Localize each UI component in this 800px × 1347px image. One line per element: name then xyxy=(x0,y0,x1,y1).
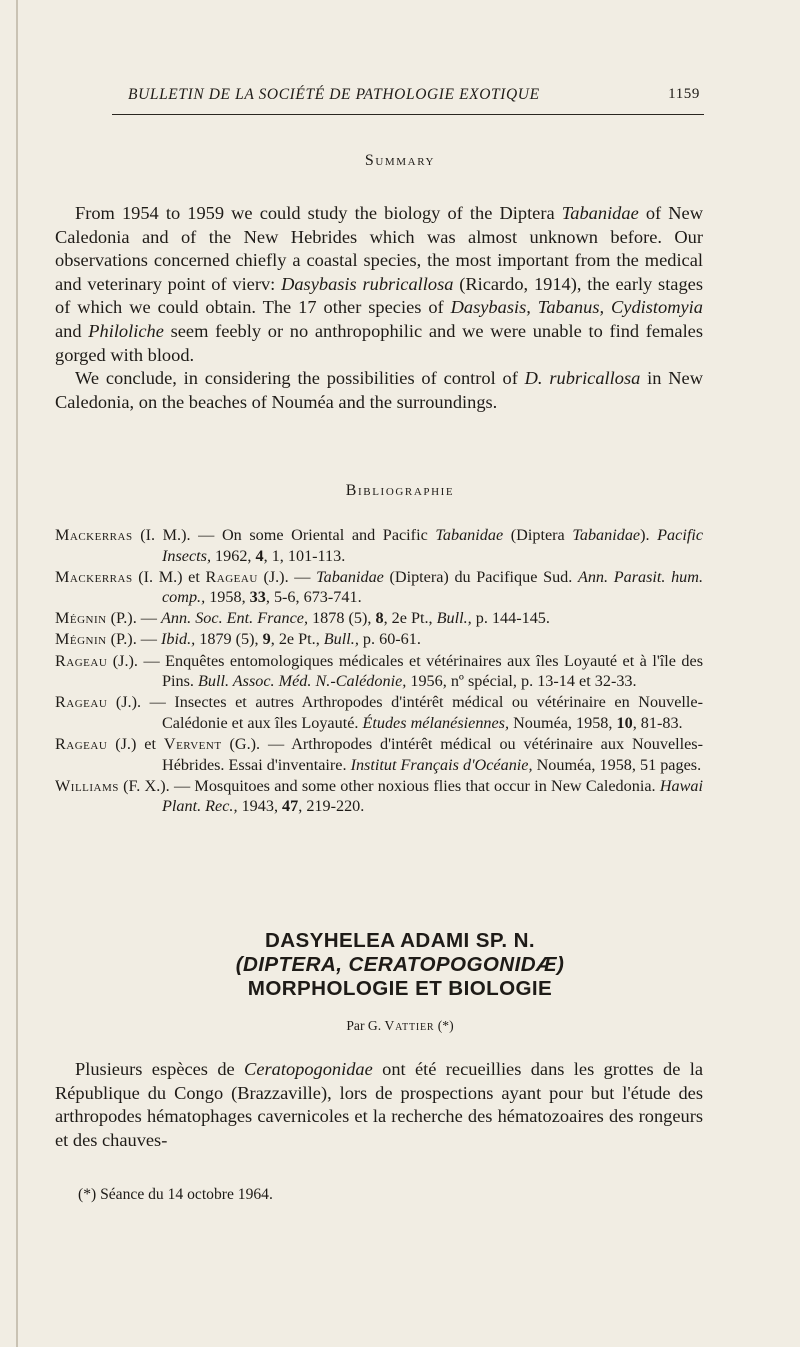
summary-paragraph-1-run: Dasybasis, Tabanus, Cydistomyia xyxy=(450,297,703,318)
bibliography-entry-run: 1878 (5), xyxy=(308,609,376,628)
bibliography-entry-run: Institut Français d'Océanie, xyxy=(350,755,533,774)
bibliography-entry-run: (G.). — Arthropodes d'intérêt médical ou vétérinaire aux Nouvelles-Hébrides. Essai d'inventaire. xyxy=(162,734,703,774)
summary-paragraph-2 xyxy=(55,367,703,414)
summary-paragraph-1-run: Philoliche xyxy=(88,320,164,341)
bibliography-entry-run: Rageau xyxy=(55,734,108,753)
page-edge-shadow xyxy=(16,0,18,1347)
byline-footnote-mark: (*) xyxy=(434,1018,454,1033)
bibliography-entry-run: 1956, nº spécial, p. 13-14 et 32-33. xyxy=(406,672,637,691)
bibliography-entry-run: (J.). — Enquêtes entomologiques médicales et vétérinaires aux îles Loyauté et à l'île des Pins. xyxy=(107,651,703,691)
bibliography-entry-run: p. 144-145. xyxy=(471,609,550,628)
bibliography-entry-run: (Diptera xyxy=(503,526,573,544)
bibliography-entry-run: Nouméa, 1958, 51 pages. xyxy=(532,755,702,774)
bibliography-entry xyxy=(55,651,703,692)
byline xyxy=(0,1018,800,1034)
bibliography-entry-run: Mackerras xyxy=(55,526,133,544)
article-title-line-2: (DIPTERA, CERATOPOGONIDÆ) xyxy=(235,953,565,976)
bibliography-entry-run: Vervent xyxy=(163,734,222,753)
journal-title: BULLETIN DE LA SOCIÉTÉ DE PATHOLOGIE EXOTIQUE xyxy=(128,86,540,103)
bibliography-entry-run: Tabanidae xyxy=(316,567,384,586)
intro-paragraph-run: ont été recueillies dans les grottes de la République du Congo (Brazzaville), lors de prospections ayant pour but l'étude des arthropodes hématophages cavernicoles et la recherche des hématozoaires des rongeurs et des chauves- xyxy=(55,1059,703,1150)
summary-paragraph-2-run: We conclude, in considering the possibilities of control of xyxy=(75,368,525,389)
bibliography-entry-run: 10 xyxy=(616,713,633,732)
bibliography-entry-run: Tabanidae xyxy=(572,526,641,544)
byline-author: Vattier xyxy=(384,1018,435,1033)
bibliography-entry-run: 8 xyxy=(375,609,384,628)
bibliography-entry-run: (J.). — xyxy=(257,567,317,586)
byline-prefix: Par G. xyxy=(346,1018,385,1033)
summary-paragraph-1-run: seem feebly or no anthropophilic and we were unable to find females gorged with blood. xyxy=(55,320,703,365)
bibliography-heading: Bibliographie xyxy=(345,482,455,499)
bibliography-entry-run: 1943, xyxy=(237,797,283,816)
bibliography-entry-run: (Diptera) du Pacifique Sud. xyxy=(383,567,578,586)
bibliography-entry-run: Mégnin xyxy=(55,609,107,628)
article-intro xyxy=(55,1058,703,1152)
summary-paragraph-1-run: and xyxy=(55,320,89,341)
summary-paragraph-1-run: of New Caledonia and of the New Hebrides which was almost unknown before. Our observations concerned chiefly a coastal species, the most important from the medical and veterinary point of vierv: xyxy=(55,203,703,294)
bibliography-entry-run: , 219-220. xyxy=(298,797,365,816)
bibliography-entry-run: Ann. Parasit. hum. comp., xyxy=(162,567,704,607)
bibliography-entry xyxy=(55,734,703,775)
bibliography-entry-run: p. 60-61. xyxy=(358,630,421,649)
bibliography-entry-run: Ibid., xyxy=(161,630,196,649)
article-title-line-1: DASYHELEA ADAMI SP. N. xyxy=(264,929,536,952)
intro-paragraph-run: Ceratopogonidae xyxy=(244,1059,373,1079)
bibliography-entry-run: Tabanidae xyxy=(435,526,504,544)
bibliography-entry-run: 33 xyxy=(249,588,266,607)
footnote: (*) Séance du 14 octobre 1964. xyxy=(78,1186,273,1203)
bibliography-entry-run: Mackerras xyxy=(55,567,133,586)
intro-paragraph-run: Plusieurs espèces de xyxy=(75,1059,245,1079)
summary-text xyxy=(55,202,703,414)
bibliography-entry-run: (P.). — xyxy=(106,609,162,628)
bibliography-entry-run: , 81-83. xyxy=(632,713,683,732)
intro-paragraph xyxy=(55,1058,703,1152)
bibliography-entry-run: Études mélanésiennes, xyxy=(362,713,510,732)
bibliography-entry-run: 9 xyxy=(262,630,271,649)
bibliography-entry xyxy=(55,567,703,608)
bibliography-entry xyxy=(55,629,703,650)
bibliography-entry-run: ). xyxy=(640,526,658,544)
bibliography-entry-run: (F. X.). — Mosquitoes and some other noxious flies that occur in New Caledonia. xyxy=(118,776,660,795)
bibliography-entry-run: , 2e Pt., xyxy=(270,630,324,649)
bibliography-entry-run: Mégnin xyxy=(55,630,107,649)
bibliography-entry-run: (J.). — Insectes et autres Arthropodes d'intérêt médical ou vétérinaire en Nouvelle-Calédonie et aux îles Loyauté. xyxy=(107,693,703,732)
bibliography-entry-run: Bull. Assoc. Méd. N.-Calédonie, xyxy=(198,672,407,691)
summary-paragraph-2-run: D. rubricallosa xyxy=(524,368,641,389)
page-number: 1159 xyxy=(668,86,700,102)
bibliography-entry-run: Williams xyxy=(55,776,119,795)
bibliography-entry-run: , 5-6, 673-741. xyxy=(265,588,362,607)
bibliography-entry-run: 1962, xyxy=(211,546,256,565)
article-title-line-3: MORPHOLOGIE ET BIOLOGIE xyxy=(247,977,553,1000)
bibliography-entry-run: Rageau xyxy=(205,567,258,586)
bibliography-entry-run: (I. M.). — On some Oriental and Pacific xyxy=(132,526,436,544)
bibliography-entry-run: Pacific Insects, xyxy=(162,526,704,565)
summary-paragraph-1-run: (Ricardo, 1914), the early stages of which we could obtain. The 17 other species of xyxy=(55,273,703,318)
bibliography-entry-run: Bull., xyxy=(323,630,359,649)
bibliography-entry xyxy=(55,608,703,629)
bibliography-entry-run: Hawai Plant. Rec., xyxy=(162,776,703,816)
bibliography-entry-run: Nouméa, 1958, xyxy=(509,713,617,732)
bibliography-entry-run: (J.) et xyxy=(107,734,164,753)
bibliography-entry-run: (P.). — xyxy=(106,630,162,649)
bibliography-entry-run: Rageau xyxy=(55,651,108,670)
bibliography-entry-run: 4 xyxy=(255,546,264,565)
summary-paragraph-1 xyxy=(55,202,703,367)
summary-paragraph-1-run: Dasybasis rubricallosa xyxy=(281,273,454,294)
bibliography-entry-run: 1879 (5), xyxy=(195,630,263,649)
summary-paragraph-2-run: in New Caledonia, on the beaches of Nouméa and the surroundings. xyxy=(55,368,703,412)
bibliography-entry xyxy=(55,776,703,817)
running-head xyxy=(128,86,700,110)
bibliography-entry-run: (I. M.) et xyxy=(132,567,206,586)
bibliography-entry-run: , 1, 101-113. xyxy=(263,546,346,565)
summary-heading: Summary xyxy=(364,152,436,169)
bibliography-list xyxy=(55,525,703,817)
bibliography-entry xyxy=(55,525,703,566)
header-rule xyxy=(112,114,704,115)
summary-paragraph-1-run: From 1954 to 1959 we could study the biology of the Diptera xyxy=(75,203,562,223)
bibliography-entry-run: , 2e Pt., xyxy=(383,609,437,628)
bibliography-entry-run: 47 xyxy=(282,797,299,816)
bibliography-entry-run: 1958, xyxy=(205,588,250,607)
bibliography-entry-run: Bull., xyxy=(436,609,472,628)
summary-paragraph-1-run: Tabanidae xyxy=(561,203,639,223)
bibliography-entry-run: Ann. Soc. Ent. France, xyxy=(161,609,309,628)
bibliography-entry xyxy=(55,692,703,733)
bibliography-entry-run: Rageau xyxy=(55,693,108,712)
